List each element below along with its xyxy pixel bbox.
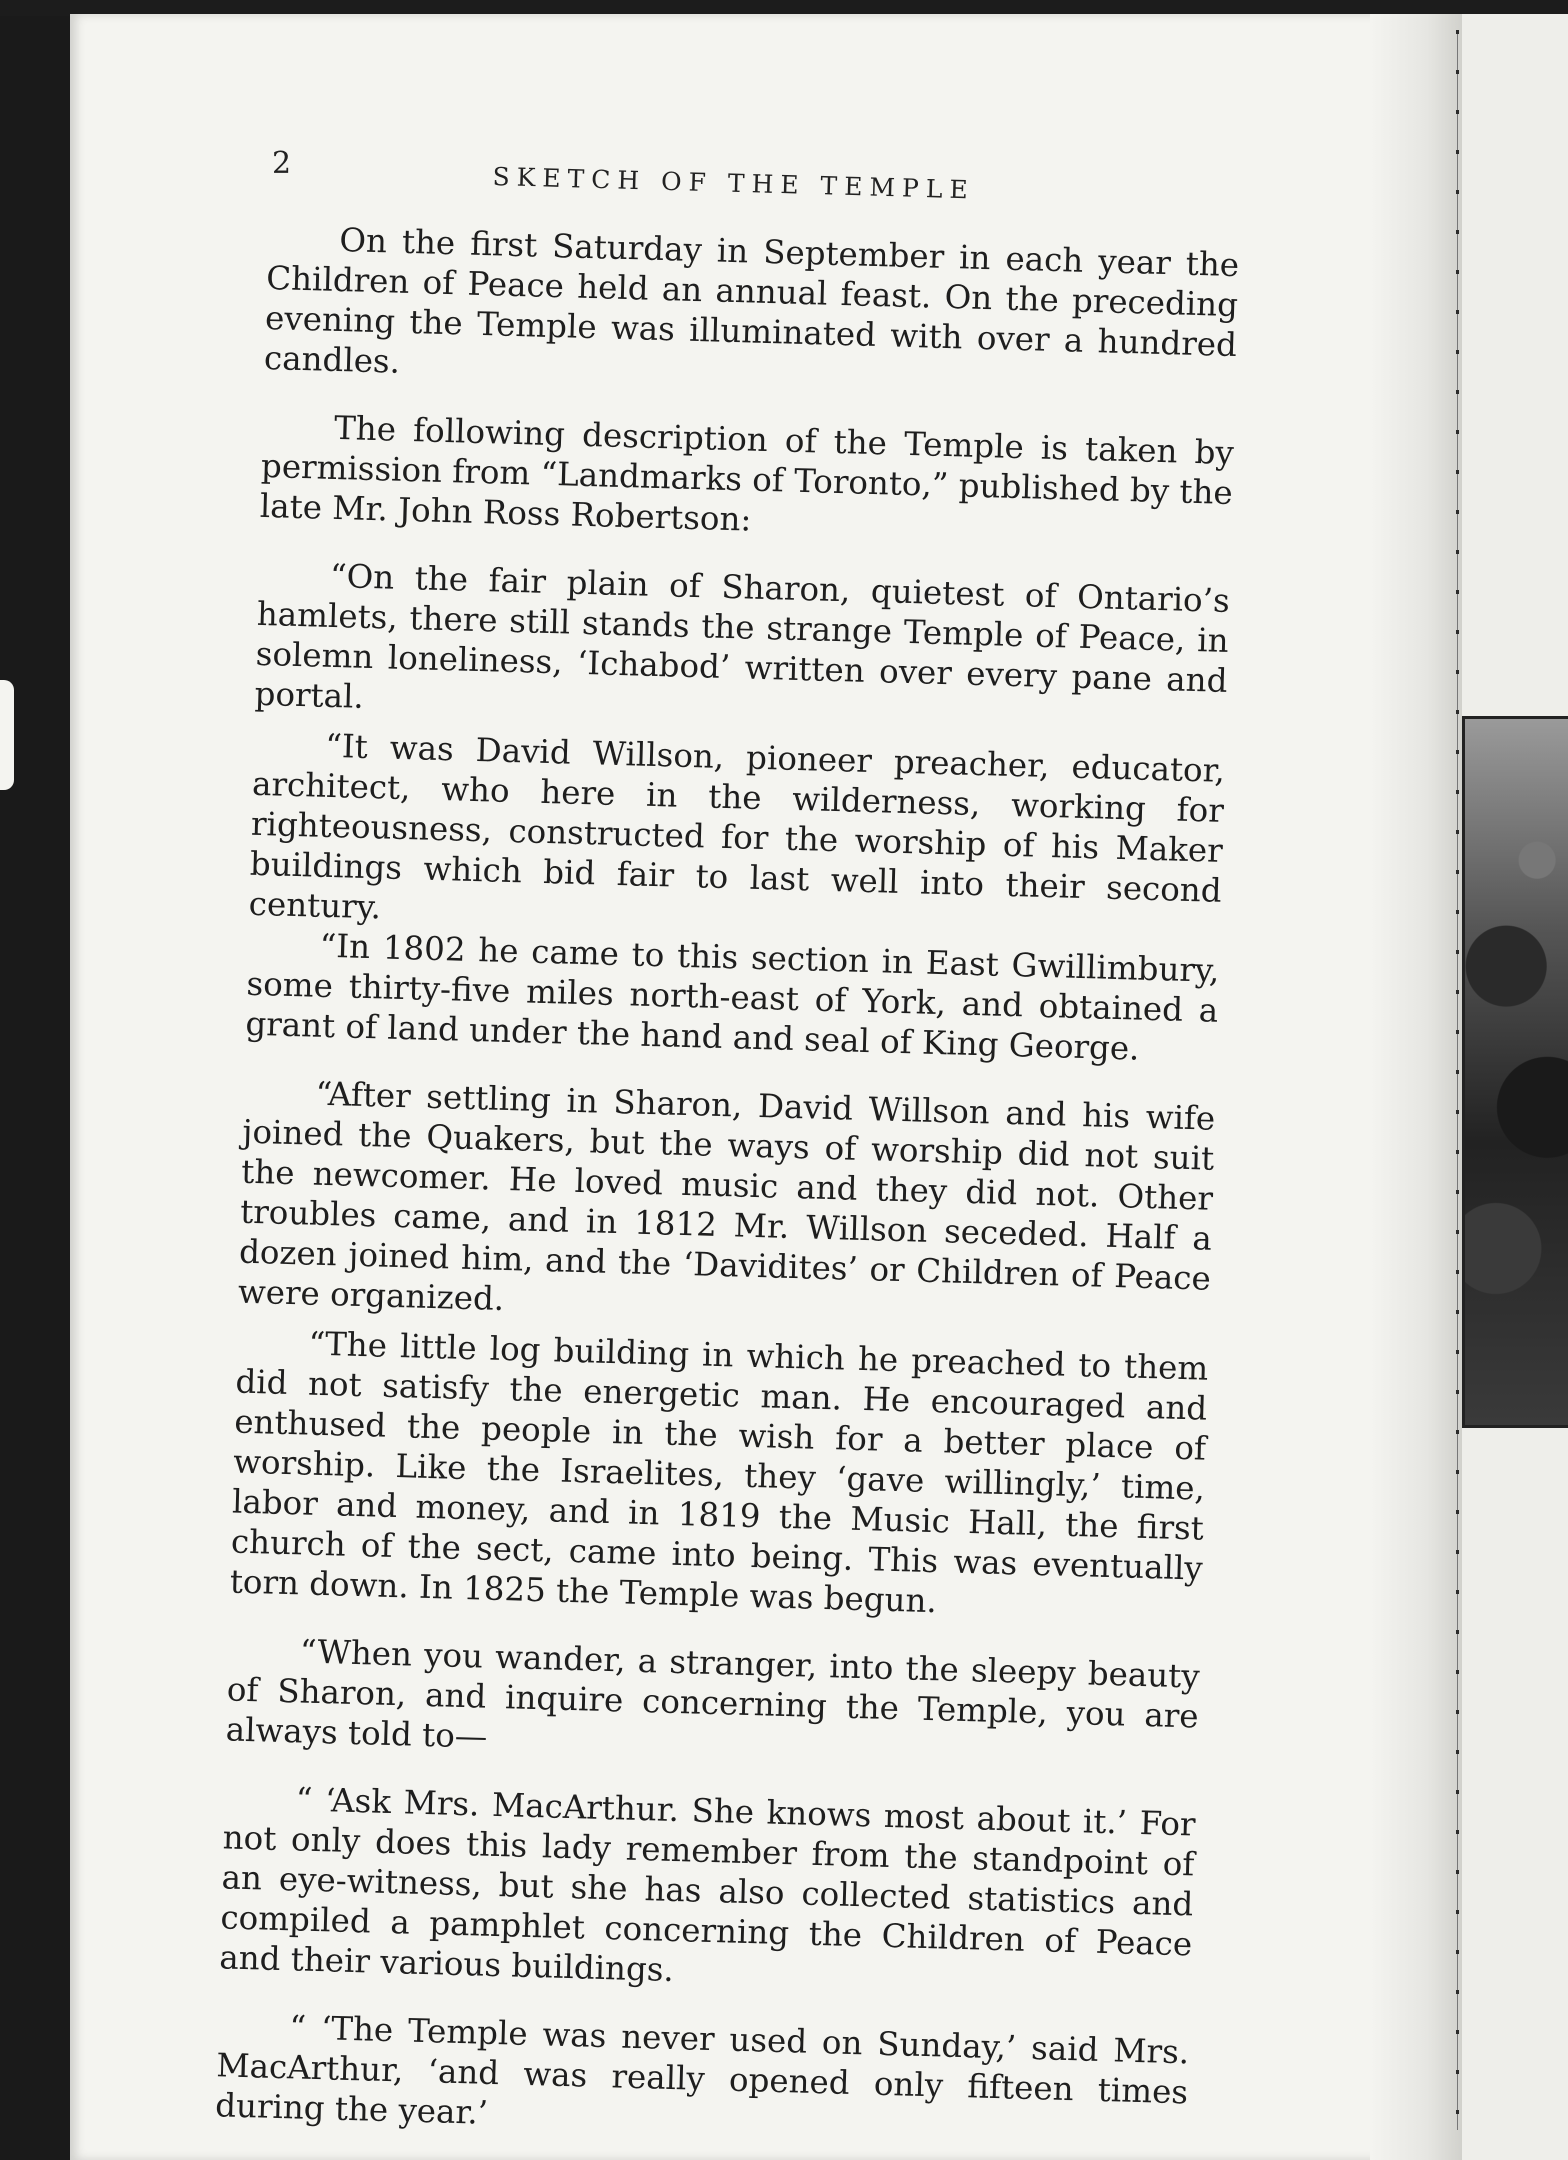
running-head: SKETCH OF THE TEMPLE: [492, 162, 976, 205]
paragraph: On the first Saturday in September in each year the Children of Peace held an annual feast. On the preceding evening the Temple was illuminated with over a hundred candles.: [263, 221, 1240, 381]
page-gutter: [1370, 14, 1465, 2160]
paragraph: “When you wander, a stranger, into the sleepy beauty of Sharon, and inquire concerning the Temple, you are always told to—: [225, 1632, 1201, 1756]
paragraph: “ ‘The Temple was never used on Sunday,’ said Mrs. MacArthur, ‘and was really opened only fifteen times during the year.’: [214, 2008, 1190, 2132]
paragraph: “On the fair plain of Sharon, quietest of Ontario’s hamlets, there still stands the strange Temple of Peace, in solemn loneliness, ‘Ichabod’ written over every pane and portal.: [254, 556, 1231, 716]
paragraph: “The little log building in which he preached to them did not satisfy the energetic man. He encouraged and enthused the people in the wish for a better place of worship. Like the Israelites, they ‘gave willingly,’ time, labor and money, and in 1819 the Music Hall, the first church of the sect, came into being. This was eventually torn down. In 1825 the Temple was begun.: [229, 1324, 1209, 1621]
paragraph: “ ‘Ask Mrs. MacArthur. She knows most about it.’ For not only does this lady remember from the standpoint of an eye-witness, but she has also collected statistics and compiled a pamphlet concerning the Children of Peace and their various buildings.: [218, 1780, 1197, 1990]
binding-stitches: [1456, 30, 1459, 2130]
facing-page-photograph: [1462, 716, 1568, 1428]
page-number: 2: [272, 146, 293, 181]
paragraph: “It was David Willson, pioneer preacher, educator, architect, who here in the wilderness, working for righteousness, constructed for the worship of his Maker buildings which bid fair to last well into their second century.: [248, 726, 1226, 927]
paragraph: “After settling in Sharon, David Willson and his wife joined the Quakers, but the ways of worship did not suit the newcomer. He loved music and they did not. Other troubles came, and in 1812 Mr. Willson seceded. Half a dozen joined him, and the ‘Davidites’ or Children of Peace were organized.: [237, 1074, 1216, 1319]
paragraph: The following description of the Temple is taken by permission from “Landmarks of Toronto,” published by the late Mr. John Ross Robertson:: [259, 408, 1235, 539]
page-edge-tab: [0, 680, 14, 790]
paragraph: “In 1802 he came to this section in East Gwillimbury, some thirty-five miles north-east of York, and obtained a grant of land under the hand and seal of King George.: [244, 926, 1220, 1068]
body-text: [215, 218, 1240, 2152]
